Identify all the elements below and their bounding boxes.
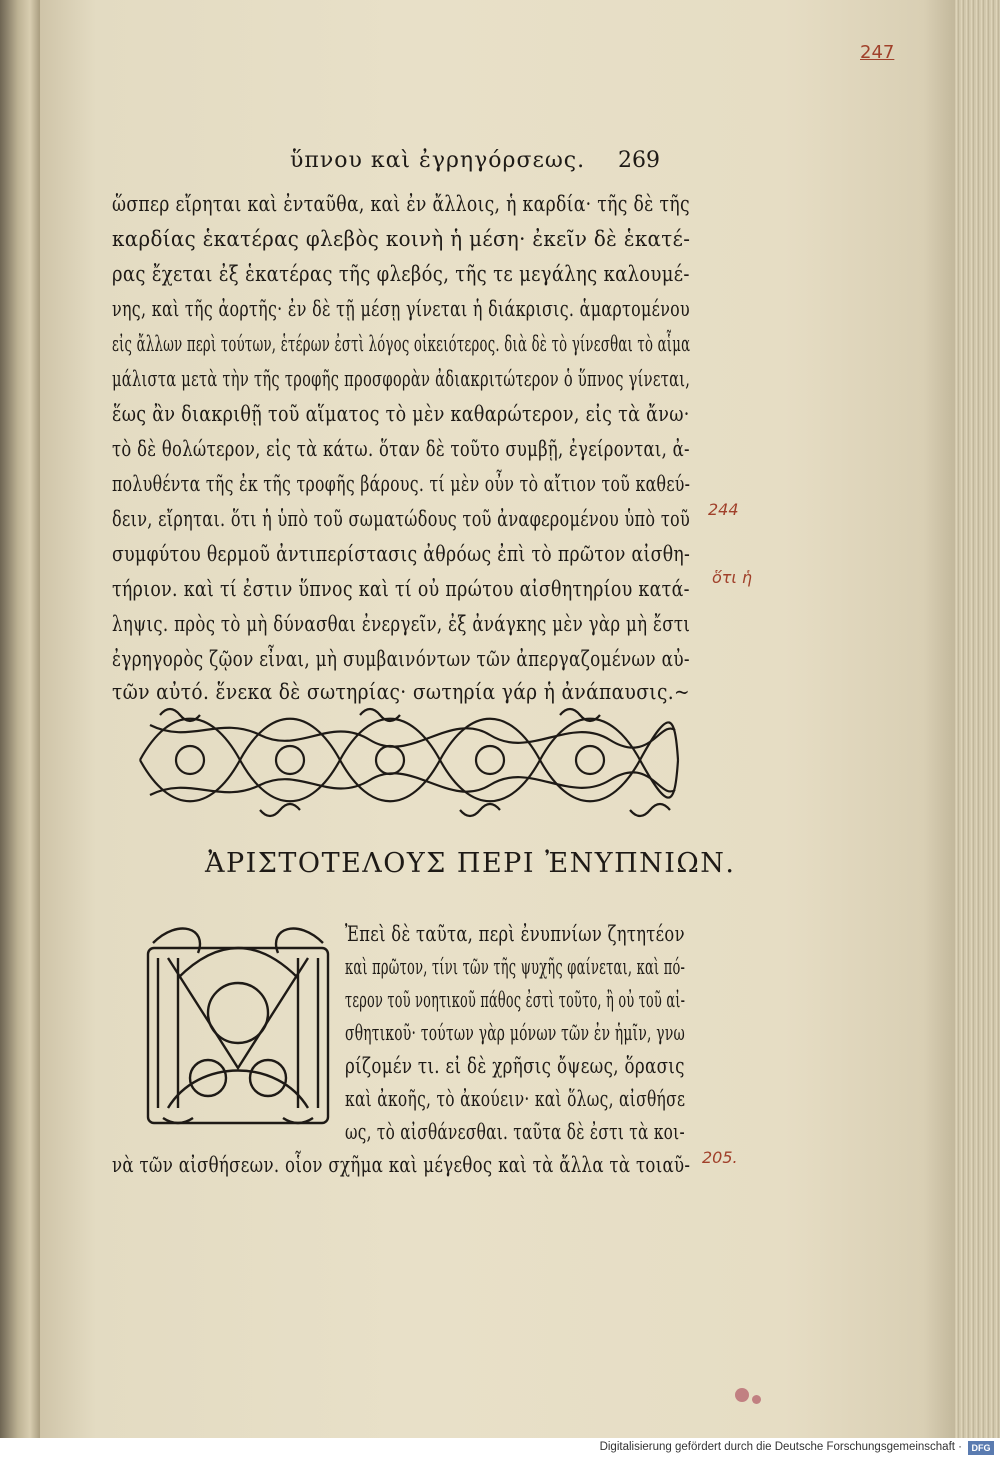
decorated-initial [138, 918, 338, 1133]
footer-bar [0, 1438, 1000, 1459]
page-fore-edge [955, 0, 1000, 1438]
section-title: ἈΡΙΣΤΟΤΕΛΟΥΣ ΠΕΡΙ ἘΝΥΠΝΙΩΝ. [205, 848, 736, 879]
text-line: ληψις. πρὸς τὸ μὴ δύνασθαι ἐνεργεῖν, ἐξ ἀνάγκης μὲν γὰρ μὴ ἔστι [112, 612, 691, 636]
text-line: καρδίας ἑκατέρας φλεβὸς κοινὴ ἡ μέση· ἐκεῖν δὲ ἑκατέ- [112, 227, 691, 251]
margin-note: ὅτι ἡ [712, 568, 753, 587]
text-line: τερον τοῦ νοητικοῦ πάθος ἐστὶ τοῦτο, ἢ οὐ τοῦ αἰ- [345, 988, 686, 1012]
text-line: Ἐπεὶ δὲ ταῦτα, περὶ ἐνυπνίων ζητητέον [345, 922, 685, 946]
text-line: τήριον. καὶ τί ἐστιν ὕπνος καὶ τί οὐ πρώτου αἰσθητηρίου κατά- [112, 577, 690, 601]
text-line: πολυθέντα τῆς ἐκ τῆς τροφῆς βάρους. τί μὲν οὖν τὸ αἴτιον τοῦ καθεύ- [112, 472, 691, 496]
text-line: ρας ἔχεται ἐξ ἑκατέρας τῆς φλεβός, τῆς τε μεγάλης καλουμέ- [112, 262, 690, 286]
dfg-logo: DFG [968, 1441, 994, 1455]
text-line: καὶ πρῶτον, τίνι τῶν τῆς ψυχῆς φαίνεται, καὶ πό- [345, 955, 686, 979]
text-line: ρίζομέν τι. εἰ δὲ χρῆσις ὄψεως, ὅρασις [345, 1054, 685, 1078]
handwritten-folio: 247 [860, 42, 895, 63]
margin-note: 205. [702, 1148, 738, 1167]
text-line: τῶν αὐτό. ἕνεκα δὲ σωτηρίας· σωτηρία γάρ ἡ ἀνάπαυσις.~ [112, 680, 690, 704]
left-page-edge [0, 0, 40, 1438]
stain [752, 1395, 761, 1404]
text-line: καὶ ἀκοῆς, τὸ ἀκούειν· καὶ ὅλως, αἰσθήσε [345, 1087, 686, 1111]
stain [735, 1388, 749, 1402]
text-line: δειν, εἴρηται. ὅτι ἡ ὑπὸ τοῦ σωματώδους τοῦ ἀναφερομένου ὑπὸ τοῦ [112, 507, 691, 531]
page-number: 269 [618, 148, 660, 173]
text-line: συμφύτου θερμοῦ ἀντιπερίστασις ἀθρόως ἐπὶ τὸ πρῶτον αἰσθη- [112, 542, 691, 566]
text-line: σθητικοῦ· τούτων γὰρ μόνων τῶν ἐν ἡμῖν, γνω [345, 1021, 685, 1045]
running-head: ὕπνου καὶ ἐγρηγόρσεως. [290, 148, 586, 173]
ornamental-band [130, 695, 685, 825]
text-line: μάλιστα μετὰ τὴν τῆς τροφῆς προσφορὰν ἀδιακριτώτερον ὁ ὕπνος γίνεται, [112, 367, 691, 391]
text-line: νὰ τῶν αἰσθήσεων. οἷον σχῆμα καὶ μέγεθος καὶ τὰ ἄλλα τὰ τοιαῦ- [112, 1153, 691, 1177]
text-line: εἰς ἄλλων περὶ τούτων, ἑτέρων ἐστὶ λόγος οἰκειότερος. διὰ δὲ τὸ γίνεσθαι τὸ αἷμα [112, 332, 691, 356]
funding-notice: Digitalisierung gefördert durch die Deutsche Forschungsgemeinschaft · [599, 1441, 962, 1453]
text-line: τὸ δὲ θολώτερον, εἰς τὰ κάτω. ὅταν δὲ τοῦτο συμβῇ, ἐγείρονται, ἀ- [112, 437, 690, 461]
text-line: ἐγρηγορὸς ζῷον εἶναι, μὴ συμβαινόντων τῶν ἀπεργαζομένων αὐ- [112, 647, 690, 671]
margin-note: 244 [708, 500, 739, 519]
text-line: νης, καὶ τῆς ἀορτῆς· ἐν δὲ τῇ μέσῃ γίνεται ἡ διάκρισις. ἁμαρτομένου [112, 297, 691, 321]
text-line: ὥσπερ εἴρηται καὶ ἐνταῦθα, καὶ ἐν ἄλλοις, ἡ καρδία· τῆς δὲ τῆς [112, 192, 690, 216]
text-line: ἕως ἂν διακριθῇ τοῦ αἵματος τὸ μὲν καθαρώτερον, εἰς τὰ ἄνω· [112, 402, 690, 426]
text-line: ως, τὸ αἰσθάνεσθαι. ταῦτα δὲ ἐστι τὰ κοι- [345, 1120, 685, 1144]
